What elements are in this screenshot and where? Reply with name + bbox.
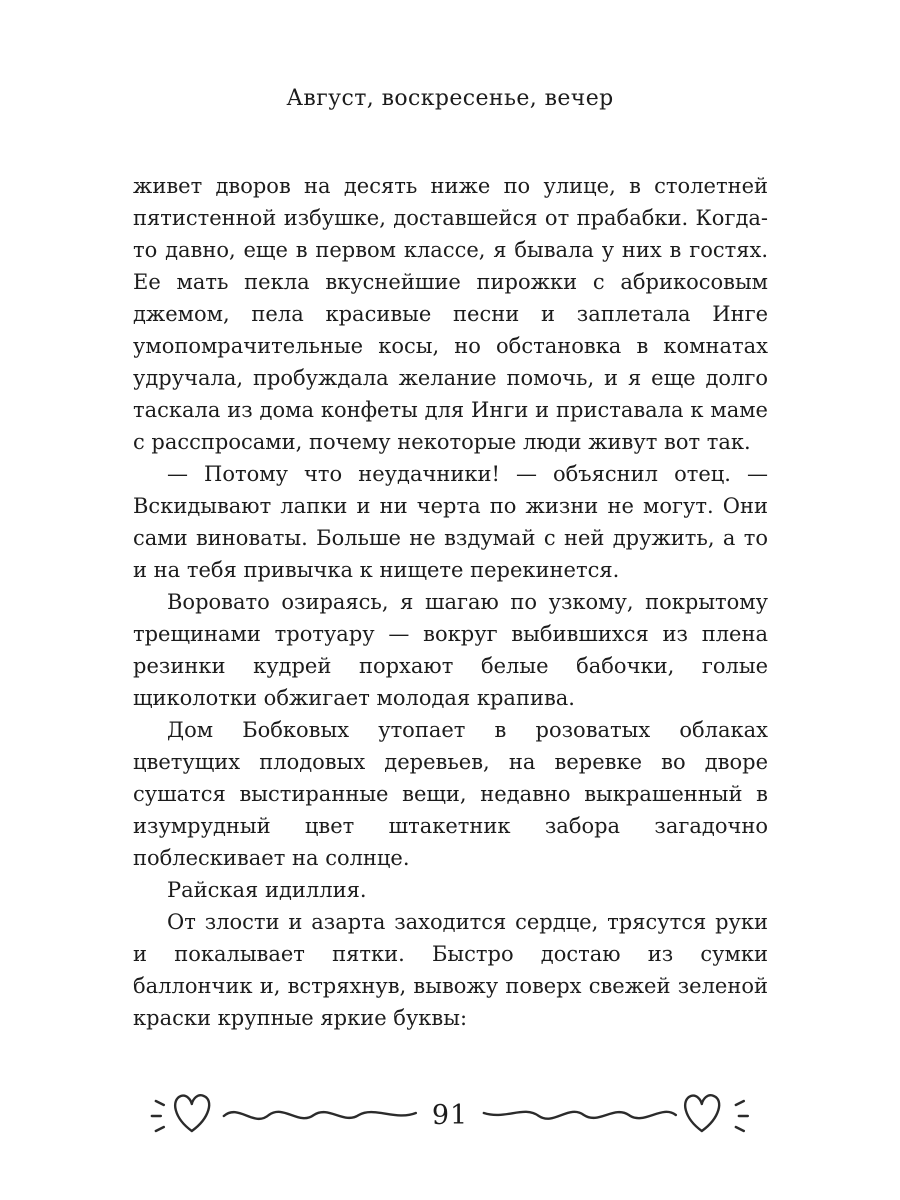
paragraph: Райская идиллия. bbox=[167, 878, 367, 902]
paragraph: — Потому что неудачники! — объяснил отец. — Вскидывают лапки и ни черта по жизни не могут. Они сами виноваты. Больше не вздумай с ней дружить, а то и на тебя привычка к нищете перекинется. bbox=[133, 462, 768, 582]
wavy-line-icon bbox=[224, 1112, 416, 1119]
page-number: 91 bbox=[431, 1100, 469, 1131]
footer-decoration-left bbox=[148, 1084, 418, 1148]
page-body bbox=[133, 170, 768, 1034]
paragraph: Дом Бобковых утопает в розоватых облаках цветущих плодовых деревьев, на веревке во дворе сушатся выстиранные вещи, недавно выкрашенный в изумрудный цвет штакетник забора загадочно поблескивает на солнце. bbox=[133, 718, 768, 870]
paragraph: живет дворов на десять ниже по улице, в столетней пятистенной избушке, доставшейся от прабабки. Когда-то давно, еще в первом классе, я бывала у них в гостях. Ее мать пекла вкуснейшие пирожки с абрикосовым джемом, пела красивые песни и заплетала Инге умопомрачительные косы, но обстановка в комнатах удручала, пробуждала желание помочь, и я еще долго таскала из дома конфеты для Инги и приставала к маме с расспросами, почему некоторые люди живут вот так. bbox=[133, 174, 768, 454]
heart-doodle-icon bbox=[686, 1095, 720, 1131]
paragraph: От злости и азарта заходится сердце, трясутся руки и покалывает пятки. Быстро достаю из сумки баллончик и, встряхнув, вывожу поверх свежей зеленой краски крупные яркие буквы: bbox=[133, 910, 768, 1030]
chapter-header: Август, воскресенье, вечер bbox=[286, 86, 614, 111]
paragraph: Воровато озираясь, я шагаю по узкому, покрытому трещинами тротуару — вокруг выбившихся из плена резинки кудрей порхают белые бабочки, голые щиколотки обжигает молодая крапива. bbox=[133, 590, 768, 710]
sparkle-dashes-icon bbox=[736, 1101, 748, 1131]
wavy-line-icon bbox=[484, 1112, 676, 1119]
page-footer bbox=[148, 1084, 752, 1148]
heart-doodle-icon bbox=[175, 1095, 209, 1131]
sparkle-dashes-icon bbox=[152, 1101, 164, 1131]
footer-decoration-right bbox=[482, 1084, 752, 1148]
